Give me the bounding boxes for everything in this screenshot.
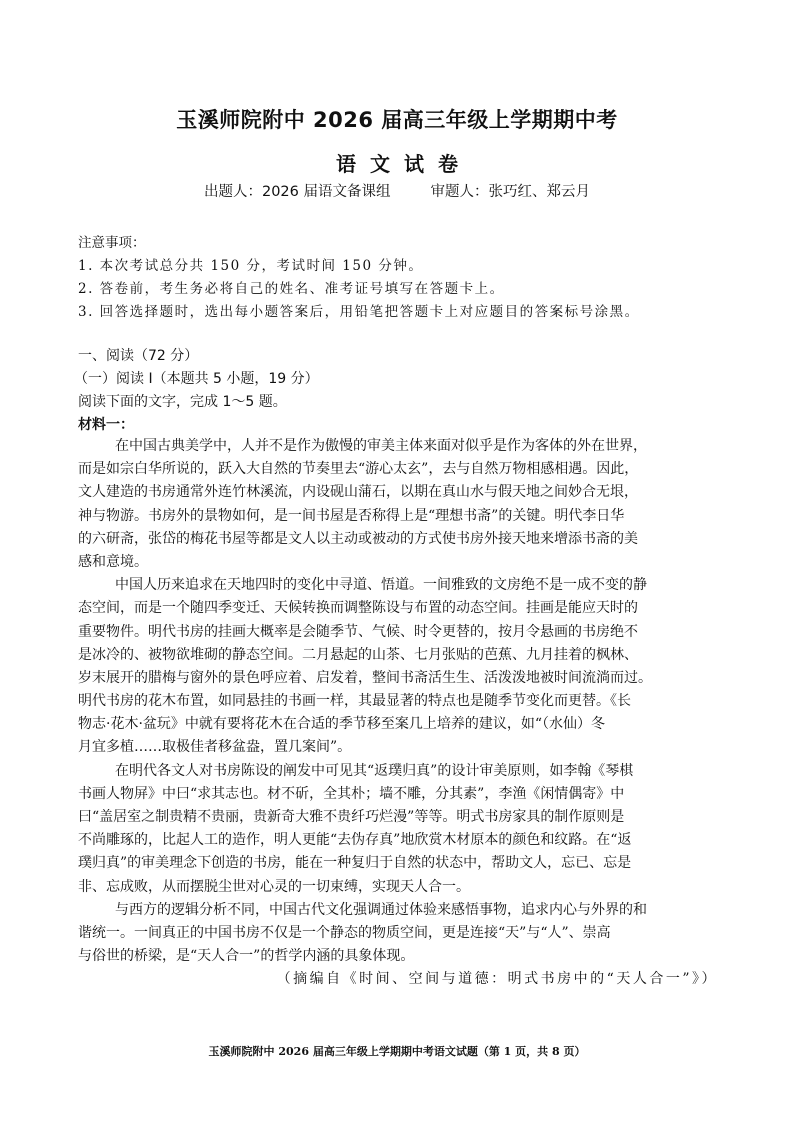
article-line: 明代书房的花木布置，如同悬挂的书画一样，其最显著的特点也是随季节变化而更替。《长 — [78, 693, 631, 710]
exam-subject: 语文试卷 — [336, 152, 472, 176]
article-line: 重要物件。明代书房的挂画大概率是会随季节、气候、时令更替的，按月令悬画的书房绝不 — [78, 623, 638, 640]
article-line: 感和意境。 — [78, 553, 148, 570]
article-line: 不尚雕琢的，比起人工的造作，明人更能“去伪存真”地欣赏木材原本的颜色和纹路。在“返 — [78, 832, 632, 849]
article-line: 曰“盖居室之制贵精不贵丽，贵新奇大雅不贵纤巧烂漫”等等。明式书房家具的制作原则是 — [78, 809, 625, 825]
note-item: 1. 本次考试总分共 150 分，考试时间 150 分钟。 — [78, 258, 424, 274]
article-line: 的六研斋，张岱的梅花书屋等都是文人以主动或被动的方式使书房外接天地来增添书斋的美 — [78, 530, 638, 547]
subsection-heading: （一）阅读 I（本题共 5 小题，19 分） — [74, 371, 319, 387]
article-line: 是冰冷的、被物欲堆砌的静态空间。二月悬起的山茶、七月张贴的芭蕉、九月挂着的枫林、 — [78, 646, 638, 663]
reading-instruction: 阅读下面的文字，完成 1～5 题。 — [78, 394, 287, 410]
notes-heading: 注意事项： — [78, 235, 146, 251]
article-line: 谐统一。一间真正的中国书房不仅是一个静态的物质空间，更是连接“天”与“人”、崇高 — [78, 924, 611, 941]
exam-notes — [78, 232, 640, 324]
question-reviewer: 审题人：张巧红、郑云月 — [430, 184, 590, 200]
note-item: 2. 答卷前，考生务必将自己的姓名、准考证号填写在答题卡上。 — [78, 281, 505, 297]
exam-title: 玉溪师院附中 2026 届高三年级上学期期中考 — [176, 108, 618, 132]
exam-authors — [0, 180, 794, 201]
article-line: 与俗世的桥梁，是“天人合一”的哲学内涵的具象体现。 — [78, 948, 415, 965]
material-label: 材料一： — [78, 417, 134, 433]
article-line: 与西方的逻辑分析不同，中国古代文化强调通过体验来感悟事物，追求内心与外界的和 — [115, 901, 647, 918]
article-line: 文人建造的书房通常外连竹林溪流，内设砚山蒲石，以期在真山水与假天地之间妙合无垠， — [78, 484, 638, 501]
article-line: 物志·花木·盆玩》中就有要将花木在合适的季节移至案几上培养的建议，如“（水仙）冬 — [78, 716, 606, 733]
article-line: 璞归真”的审美理念下创造的书房，能在一种复归于自然的状态中，帮助文人，忘已、忘是 — [78, 855, 632, 872]
article-line: 在明代各文人对书房陈设的阐发中可见其“返璞归真”的设计审美原则，如李翰《琴棋 — [115, 762, 634, 779]
article-line: 态空间，而是一个随四季变迁、天候转换而调整陈设与布置的动态空间。挂画是能应天时的 — [78, 600, 638, 617]
article-line: 非、忘成败，从而摆脱尘世对心灵的一切束缚，实现天人合一。 — [78, 878, 470, 895]
section-heading: 一、阅读（72 分） — [78, 348, 199, 364]
article-line: 神与物游。书房外的景物如何，是一间书屋是否称得上是“理想书斋”的关键。明代李日华 — [78, 507, 625, 524]
article-line: 岁末展开的腊梅与窗外的景色呼应着、启发着，整间书斋活生生、活泼泼地被时间流淌而过。 — [78, 669, 652, 686]
article-body — [78, 435, 718, 992]
article-line: 在中国古典美学中，人并不是作为傲慢的审美主体来面对似乎是作为客体的外在世界， — [115, 438, 647, 454]
article-line: 书画人物屏》中曰“求其志也。材不斫，全其朴；墙不雕，分其素”，李渔《闲情偶寄》中 — [78, 785, 625, 802]
article-line: 中国人历来追求在天地四时的变化中寻道、悟道。一间雅致的文房绝不是一成不变的静 — [115, 577, 647, 594]
article-line: 月宜多植……取极佳者移盆盎，置几案间”。 — [78, 739, 352, 756]
note-item: 3. 回答选择题时，选出每小题答案后，用铅笔把答题卡上对应题目的答案标号涂黑。 — [78, 304, 640, 320]
article-line: 而是如宗白华所说的，跃入大自然的节奏里去“游心太玄”，去与自然万物相感相遇。因此， — [78, 461, 639, 478]
question-setter: 出题人：2026 届语文备课组 — [203, 184, 391, 200]
article-source: （摘编自《时间、空间与道德：明式书房中的“天人合一”》） — [276, 971, 718, 988]
page-footer: 玉溪师院附中 2026 届高三年级上学期期中考语文试题（第 1 页，共 8 页） — [208, 1045, 586, 1058]
